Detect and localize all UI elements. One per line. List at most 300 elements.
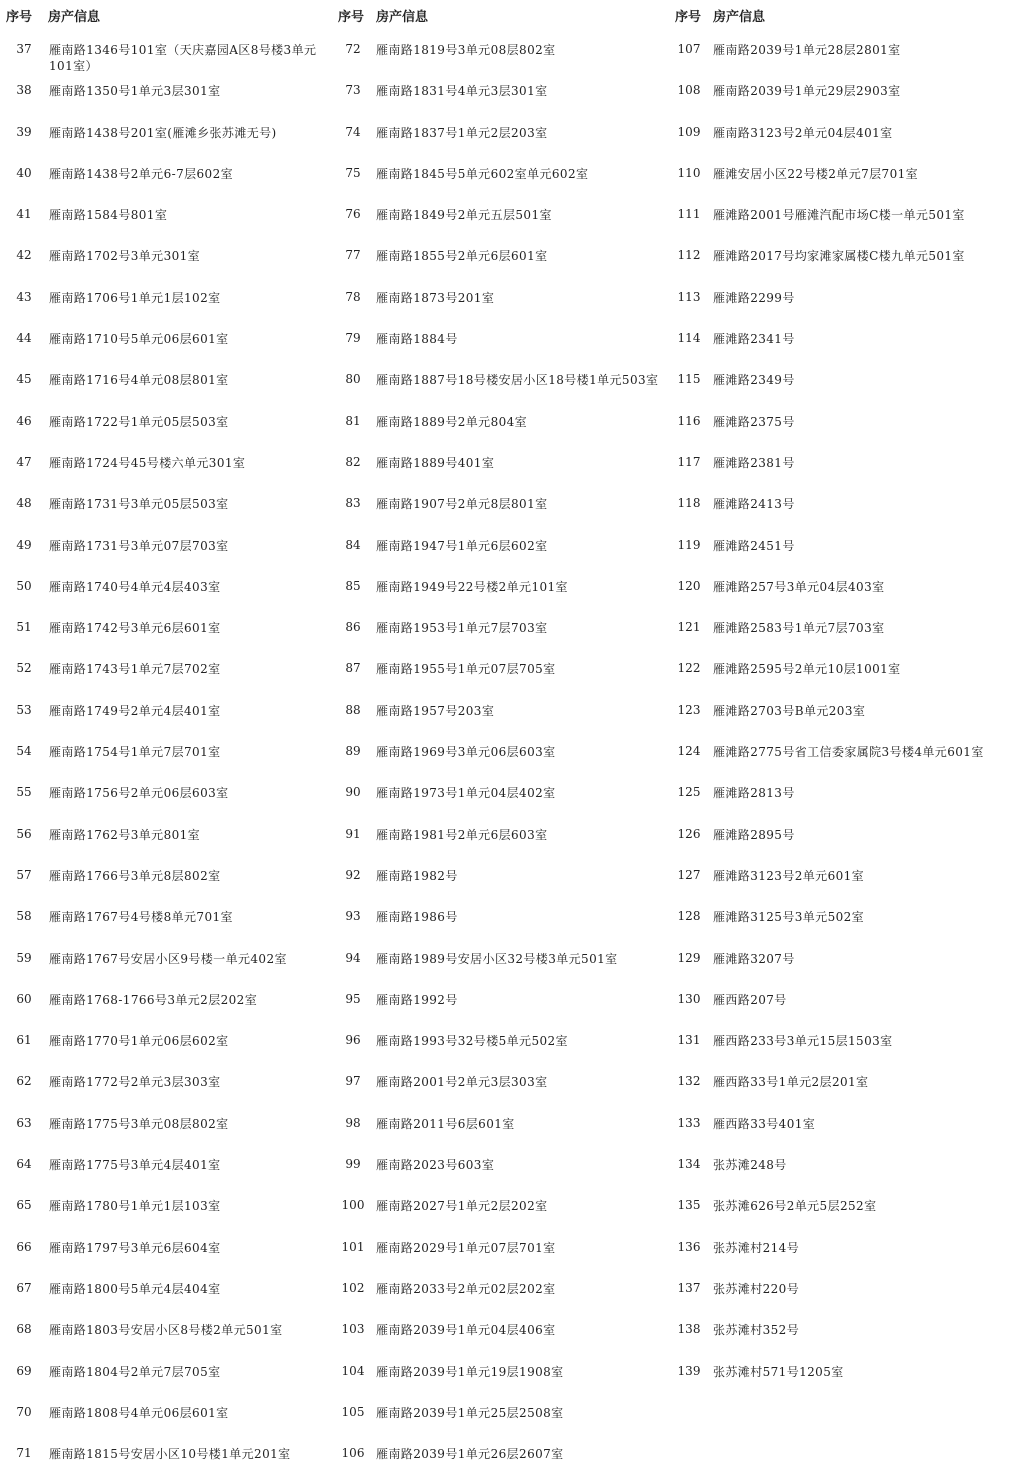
property-info-cell: 雁西路33号401室: [713, 1116, 816, 1131]
property-info-cell: 雁南路1438号2单元6-7层602室: [49, 166, 234, 181]
serial-number-cell: 57: [16, 867, 32, 882]
serial-number-cell: 132: [677, 1074, 701, 1089]
serial-number-cell: 128: [677, 909, 701, 924]
property-info-cell: 雁南路1887号18号楼安居小区18号楼1单元503室: [376, 373, 659, 388]
serial-number-cell: 138: [677, 1322, 701, 1337]
property-info-cell: 雁南路1969号3单元06层603室: [376, 745, 556, 760]
table-row: [670, 696, 1015, 737]
property-info-cell: 雁滩路2413号: [713, 497, 795, 512]
serial-number-cell: 47: [16, 454, 32, 469]
table-row: [334, 365, 664, 406]
property-info-cell: 雁南路1742号3单元6层601室: [49, 621, 221, 636]
table-row: [334, 531, 664, 572]
serial-number-cell: 100: [341, 1198, 365, 1213]
property-info-cell: 雁南路1907号2单元8层801室: [376, 497, 548, 512]
table-row: [670, 118, 1015, 159]
header-property-info: 房产信息: [713, 10, 766, 25]
serial-number-cell: 72: [345, 42, 361, 56]
serial-number-cell: 61: [16, 1033, 32, 1048]
property-info-cell: 雁南路1716号4单元08层801室: [49, 373, 229, 388]
serial-number-cell: 45: [16, 372, 32, 387]
table-row: [670, 985, 1015, 1026]
property-info-cell: 雁南路1804号2单元7层705室: [49, 1364, 221, 1379]
serial-number-cell: 50: [16, 578, 32, 593]
property-info-cell: 雁南路1756号2单元06层603室: [49, 786, 229, 801]
property-info-cell: 雁南路1973号1单元04层402室: [376, 786, 556, 801]
table-row: [334, 654, 664, 695]
property-info-cell: 雁西路233号3单元15层1503室: [713, 1034, 893, 1049]
property-info-cell: 雁南路2039号1单元29层2903室: [713, 84, 901, 99]
table-row: [0, 324, 330, 365]
table-row: [0, 861, 330, 902]
serial-number-cell: 73: [345, 83, 361, 98]
serial-number-cell: 124: [677, 744, 701, 759]
property-info-cell: 雁南路1993号32号楼5单元502室: [376, 1034, 568, 1049]
table-row: [0, 1439, 330, 1480]
property-info-cell: 雁滩路2583号1单元7层703室: [713, 621, 885, 636]
table-row: [670, 737, 1015, 778]
serial-number-cell: 92: [345, 867, 361, 882]
table-row: [670, 200, 1015, 241]
serial-number-cell: 99: [345, 1157, 361, 1172]
serial-number-cell: 78: [345, 289, 361, 304]
table-row: [334, 820, 664, 861]
table-row: [0, 1233, 330, 1274]
serial-number-cell: 40: [16, 165, 32, 180]
serial-number-cell: 118: [677, 496, 701, 511]
serial-number-cell: 89: [345, 744, 361, 759]
table-row: [0, 1150, 330, 1191]
table-row: [670, 159, 1015, 200]
serial-number-cell: 76: [345, 207, 361, 222]
table-row: [670, 76, 1015, 117]
serial-number-cell: 82: [345, 454, 361, 469]
property-info-cell: 雁南路1350号1单元3层301室: [49, 84, 221, 99]
property-info-cell: 雁南路2039号1单元28层2801室: [713, 43, 901, 57]
serial-number-cell: 38: [16, 83, 32, 98]
property-info-cell: 雁南路1767号4号楼8单元701室: [49, 910, 233, 925]
property-info-cell: 雁南路1815号安居小区10号楼1单元201室: [49, 1447, 291, 1462]
property-info-cell: 雁南路1731号3单元07层703室: [49, 538, 229, 553]
serial-number-cell: 121: [677, 620, 701, 635]
table-row: [334, 1026, 664, 1067]
serial-number-cell: 107: [677, 42, 701, 56]
property-info-cell: 雁滩路2451号: [713, 538, 795, 553]
table-row: [334, 1398, 664, 1439]
table-row: [334, 1439, 664, 1480]
table-row: [334, 861, 664, 902]
property-info-cell: 雁南路1702号3单元301室: [49, 249, 201, 264]
table-row: [670, 1109, 1015, 1150]
property-info-cell: 雁南路1819号3单元08层802室: [376, 43, 556, 57]
serial-number-cell: 91: [345, 826, 361, 841]
serial-number-cell: 63: [16, 1115, 32, 1130]
table-row: [0, 1357, 330, 1398]
table-row: [0, 778, 330, 819]
serial-number-cell: 131: [677, 1033, 701, 1048]
property-info-cell: 张苏滩村352号: [713, 1323, 800, 1338]
serial-number-cell: 54: [16, 744, 32, 759]
serial-number-cell: 44: [16, 331, 32, 346]
serial-number-cell: 90: [345, 785, 361, 800]
property-info-cell: 雁南路2039号1单元25层2508室: [376, 1405, 564, 1420]
property-info-cell: 雁南路1981号2单元6层603室: [376, 827, 548, 842]
property-info-cell: 雁滩路2703号B单元203室: [713, 703, 866, 718]
table-row: [670, 448, 1015, 489]
table-row: [670, 489, 1015, 530]
serial-number-cell: 111: [677, 207, 701, 222]
property-info-cell: 雁南路1947号1单元6层602室: [376, 538, 548, 553]
property-info-cell: 张苏滩626号2单元5层252室: [713, 1199, 877, 1214]
table-row: [334, 778, 664, 819]
serial-number-cell: 49: [16, 537, 32, 552]
serial-number-cell: 135: [677, 1198, 701, 1213]
serial-number-cell: 113: [677, 289, 701, 304]
property-info-cell: 雁南路1845号5单元602室单元602室: [376, 166, 589, 181]
serial-number-cell: 123: [677, 702, 701, 717]
table-row: [0, 118, 330, 159]
property-info-cell: 雁滩路2375号: [713, 414, 795, 429]
property-info-cell: 张苏滩村571号1205室: [713, 1364, 844, 1379]
serial-number-cell: 87: [345, 661, 361, 676]
property-info-cell: 雁南路1800号5单元4层404室: [49, 1281, 221, 1296]
table-row: [0, 159, 330, 200]
property-info-cell: 雁南路2039号1单元19层1908室: [376, 1364, 564, 1379]
table-row: [670, 1357, 1015, 1398]
property-info-cell: 雁南路1831号4单元3层301室: [376, 84, 548, 99]
table-row: [670, 1191, 1015, 1232]
serial-number-cell: 48: [16, 496, 32, 511]
table-row: [670, 902, 1015, 943]
table-rows: [670, 35, 1015, 1398]
serial-number-cell: 77: [345, 248, 361, 263]
header-serial-number: 序号: [6, 10, 33, 25]
property-info-cell: 雁南路1955号1单元07层705室: [376, 662, 556, 677]
table-row: [0, 200, 330, 241]
serial-number-cell: 108: [677, 83, 701, 98]
header-serial-number: 序号: [675, 10, 702, 25]
property-info-cell: 雁南路1808号4单元06层601室: [49, 1405, 229, 1420]
table-row: [670, 1274, 1015, 1315]
serial-number-cell: 98: [345, 1115, 361, 1130]
serial-number-cell: 110: [677, 165, 701, 180]
property-info-cell: 雁南路2011号6层601室: [376, 1116, 515, 1131]
table-row: [0, 489, 330, 530]
property-info-cell: 雁南路1884号: [376, 332, 458, 347]
property-info-cell: 雁南路1986号: [376, 910, 458, 925]
table-row: [670, 407, 1015, 448]
table-row: [334, 1274, 664, 1315]
table-row: [334, 737, 664, 778]
serial-number-cell: 129: [677, 950, 701, 965]
property-info-cell: 雁滩路2341号: [713, 332, 795, 347]
table-row: [670, 1067, 1015, 1108]
table-row: [670, 324, 1015, 365]
table-row: [334, 489, 664, 530]
serial-number-cell: 125: [677, 785, 701, 800]
serial-number-cell: 134: [677, 1157, 701, 1172]
serial-number-cell: 119: [677, 537, 701, 552]
property-info-cell: 雁南路1837号1单元2层203室: [376, 125, 548, 140]
property-info-cell: 雁南路1780号1单元1层103室: [49, 1199, 221, 1214]
table-row: [670, 1315, 1015, 1356]
table-row: [670, 613, 1015, 654]
serial-number-cell: 53: [16, 702, 32, 717]
property-info-cell: 雁南路1775号3单元4层401室: [49, 1158, 221, 1173]
serial-number-cell: 109: [677, 124, 701, 139]
property-info-cell: 雁滩路2813号: [713, 786, 795, 801]
table-row: [334, 1067, 664, 1108]
property-info-cell: 雁南路1743号1单元7层702室: [49, 662, 221, 677]
serial-number-cell: 66: [16, 1239, 32, 1254]
serial-number-cell: 55: [16, 785, 32, 800]
table-row: [0, 696, 330, 737]
table-rows: [0, 35, 330, 1480]
property-info-cell: 雁滩路3123号2单元601室: [713, 868, 865, 883]
table-row: [334, 448, 664, 489]
table-row: [0, 985, 330, 1026]
table-row: [670, 35, 1015, 76]
serial-number-cell: 97: [345, 1074, 361, 1089]
serial-number-cell: 102: [341, 1280, 365, 1295]
serial-number-cell: 127: [677, 867, 701, 882]
table-row: [0, 35, 330, 76]
table-row: [0, 1067, 330, 1108]
property-info-cell: 雁南路2023号603室: [376, 1158, 495, 1173]
serial-number-cell: 67: [16, 1280, 32, 1295]
serial-number-cell: 64: [16, 1157, 32, 1172]
header-property-info: 房产信息: [48, 10, 101, 25]
serial-number-cell: 60: [16, 991, 32, 1006]
serial-number-cell: 117: [677, 454, 701, 469]
table-rows: [334, 35, 664, 1480]
table-row: [334, 1357, 664, 1398]
property-info-cell: 雁南路1438号201室(雁滩乡张苏滩无号): [49, 125, 277, 140]
table-row: [334, 283, 664, 324]
table-row: [334, 1150, 664, 1191]
table-row: [0, 1191, 330, 1232]
table-row: [334, 76, 664, 117]
property-info-cell: 雁南路1803号安居小区8号楼2单元501室: [49, 1323, 283, 1338]
property-info-cell: 雁南路1873号201室: [376, 290, 495, 305]
property-info-cell: 雁滩路2017号均家滩家属楼C楼九单元501室: [713, 249, 965, 264]
serial-number-cell: 88: [345, 702, 361, 717]
table-row: [0, 1398, 330, 1439]
property-info-cell: 雁南路1706号1单元1层102室: [49, 290, 221, 305]
serial-number-cell: 106: [341, 1446, 365, 1461]
property-info-cell: 雁滩路2775号省工信委家属院3号楼4单元601室: [713, 745, 984, 760]
table-row: [334, 118, 664, 159]
serial-number-cell: 112: [677, 248, 701, 263]
table-row: [0, 820, 330, 861]
property-info-cell: 雁滩路2895号: [713, 827, 795, 842]
table-row: [334, 944, 664, 985]
property-info-cell: 雁滩路2595号2单元10层1001室: [713, 662, 901, 677]
serial-number-cell: 37: [16, 42, 32, 56]
property-info-cell: 雁滩路257号3单元04层403室: [713, 579, 885, 594]
property-info-cell: 雁滩路2299号: [713, 290, 795, 305]
table-row: [334, 613, 664, 654]
serial-number-cell: 83: [345, 496, 361, 511]
serial-number-cell: 139: [677, 1363, 701, 1378]
table-row: [0, 572, 330, 613]
property-info-cell: 雁南路2039号1单元04层406室: [376, 1323, 556, 1338]
property-info-cell: 雁南路1849号2单元五层501室: [376, 208, 552, 223]
table-row: [334, 35, 664, 76]
property-info-cell: 雁滩路2381号: [713, 455, 795, 470]
table-row: [334, 1233, 664, 1274]
property-info-cell: 雁南路1754号1单元7层701室: [49, 745, 221, 760]
serial-number-cell: 46: [16, 413, 32, 428]
property-info-cell: 雁西路33号1单元2层201室: [713, 1075, 869, 1090]
serial-number-cell: 104: [341, 1363, 365, 1378]
table-row: [0, 737, 330, 778]
property-info-cell: 雁南路1770号1单元06层602室: [49, 1034, 229, 1049]
property-info-cell: 雁滩路2001号雁滩汽配市场C楼一单元501室: [713, 208, 965, 223]
table-row: [334, 1191, 664, 1232]
serial-number-cell: 69: [16, 1363, 32, 1378]
serial-number-cell: 65: [16, 1198, 32, 1213]
property-info-cell: 雁南路1957号203室: [376, 703, 495, 718]
property-info-cell: 张苏滩248号: [713, 1158, 787, 1173]
table-row: [670, 654, 1015, 695]
serial-number-cell: 122: [677, 661, 701, 676]
table-row: [334, 1109, 664, 1150]
serial-number-cell: 79: [345, 331, 361, 346]
table-row: [334, 324, 664, 365]
property-info-cell: 雁南路1346号101室（天庆嘉园A区8号楼3单元101室）: [49, 43, 317, 73]
property-info-cell: 雁南路1584号801室: [49, 208, 168, 223]
property-info-cell: 雁西路207号: [713, 992, 787, 1007]
serial-number-cell: 52: [16, 661, 32, 676]
table-row: [0, 902, 330, 943]
property-info-cell: 雁南路1710号5单元06层601室: [49, 332, 229, 347]
property-info-cell: 雁南路1889号401室: [376, 455, 495, 470]
property-info-cell: 雁南路1989号安居小区32号楼3单元501室: [376, 951, 618, 966]
property-info-cell: 雁南路1766号3单元8层802室: [49, 868, 221, 883]
property-info-cell: 雁南路2033号2单元02层202室: [376, 1281, 556, 1296]
property-info-cell: 雁滩路3207号: [713, 951, 795, 966]
serial-number-cell: 74: [345, 124, 361, 139]
property-info-cell: 雁滩安居小区22号楼2单元7层701室: [713, 166, 919, 181]
property-info-cell: 雁南路1762号3单元801室: [49, 827, 201, 842]
table-row: [334, 1315, 664, 1356]
property-info-cell: 雁南路1992号: [376, 992, 458, 1007]
table-row: [670, 820, 1015, 861]
table-row: [670, 861, 1015, 902]
table-row: [334, 985, 664, 1026]
property-info-cell: 雁南路1772号2单元3层303室: [49, 1075, 221, 1090]
serial-number-cell: 94: [345, 950, 361, 965]
serial-number-cell: 75: [345, 165, 361, 180]
table-row: [334, 200, 664, 241]
serial-number-cell: 39: [16, 124, 32, 139]
table-row: [0, 407, 330, 448]
property-info-cell: 雁南路2001号2单元3层303室: [376, 1075, 548, 1090]
property-info-cell: 雁南路1749号2单元4层401室: [49, 703, 221, 718]
property-info-cell: 张苏滩村220号: [713, 1281, 800, 1296]
serial-number-cell: 95: [345, 991, 361, 1006]
serial-number-cell: 115: [677, 372, 701, 387]
table-row: [670, 778, 1015, 819]
serial-number-cell: 96: [345, 1033, 361, 1048]
table-row: [670, 365, 1015, 406]
table-row: [334, 696, 664, 737]
serial-number-cell: 137: [677, 1280, 701, 1295]
serial-number-cell: 68: [16, 1322, 32, 1337]
serial-number-cell: 133: [677, 1115, 701, 1130]
serial-number-cell: 101: [341, 1239, 365, 1254]
property-info-cell: 雁南路2039号1单元26层2607室: [376, 1447, 564, 1462]
serial-number-cell: 62: [16, 1074, 32, 1089]
property-info-cell: 雁南路2029号1单元07层701室: [376, 1240, 556, 1255]
serial-number-cell: 114: [677, 331, 701, 346]
table-row: [670, 241, 1015, 282]
table-row: [0, 944, 330, 985]
serial-number-cell: 51: [16, 620, 32, 635]
property-info-cell: 雁南路1767号安居小区9号楼一单元402室: [49, 951, 287, 966]
table-row: [0, 1026, 330, 1067]
serial-number-cell: 116: [677, 413, 701, 428]
serial-number-cell: 120: [677, 578, 701, 593]
serial-number-cell: 136: [677, 1239, 701, 1254]
table-row: [0, 1315, 330, 1356]
serial-number-cell: 93: [345, 909, 361, 924]
serial-number-cell: 103: [341, 1322, 365, 1337]
property-info-cell: 雁滩路2349号: [713, 373, 795, 388]
property-info-cell: 雁南路1722号1单元05层503室: [49, 414, 229, 429]
property-info-cell: 雁南路1949号22号楼2单元101室: [376, 579, 568, 594]
property-info-cell: 雁南路1889号2单元804室: [376, 414, 528, 429]
property-info-cell: 雁南路1724号45号楼六单元301室: [49, 455, 246, 470]
serial-number-cell: 130: [677, 991, 701, 1006]
table-row: [670, 944, 1015, 985]
table-row: [334, 159, 664, 200]
serial-number-cell: 41: [16, 207, 32, 222]
table-row: [0, 654, 330, 695]
serial-number-cell: 126: [677, 826, 701, 841]
table-row: [0, 448, 330, 489]
property-info-cell: 张苏滩村214号: [713, 1240, 800, 1255]
serial-number-cell: 86: [345, 620, 361, 635]
serial-number-cell: 81: [345, 413, 361, 428]
table-row: [670, 1233, 1015, 1274]
table-row: [0, 613, 330, 654]
serial-number-cell: 42: [16, 248, 32, 263]
serial-number-cell: 84: [345, 537, 361, 552]
serial-number-cell: 71: [16, 1446, 32, 1461]
serial-number-cell: 85: [345, 578, 361, 593]
property-info-cell: 雁滩路3125号3单元502室: [713, 910, 865, 925]
serial-number-cell: 56: [16, 826, 32, 841]
table-row: [0, 241, 330, 282]
table-row: [670, 283, 1015, 324]
table-row: [0, 531, 330, 572]
header-property-info: 房产信息: [376, 10, 429, 25]
property-info-cell: 雁南路1768-1766号3单元2层202室: [49, 992, 258, 1007]
table-row: [334, 407, 664, 448]
property-info-cell: 雁南路1982号: [376, 868, 458, 883]
property-info-cell: 雁南路1740号4单元4层403室: [49, 579, 221, 594]
table-row: [670, 572, 1015, 613]
table-row: [0, 365, 330, 406]
serial-number-cell: 80: [345, 372, 361, 387]
serial-number-cell: 59: [16, 950, 32, 965]
property-info-cell: 雁南路2027号1单元2层202室: [376, 1199, 548, 1214]
table-row: [0, 1274, 330, 1315]
table-row: [334, 902, 664, 943]
property-info-cell: 雁南路1797号3单元6层604室: [49, 1240, 221, 1255]
